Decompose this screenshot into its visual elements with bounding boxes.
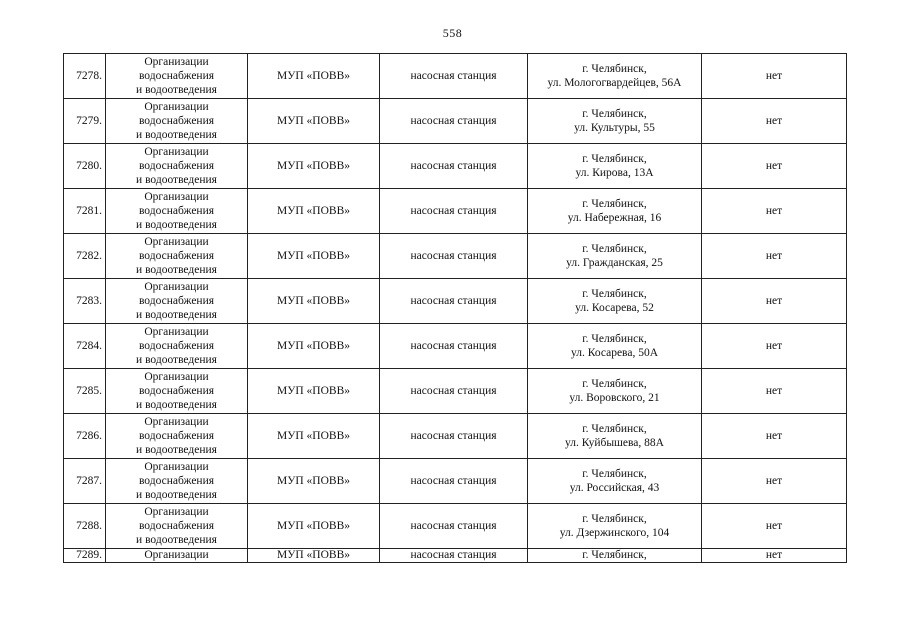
address-line: г. Челябинск, bbox=[582, 333, 647, 345]
flag-cell bbox=[702, 459, 847, 504]
organization-type-line: и водоотведения bbox=[136, 219, 217, 231]
table-row bbox=[64, 99, 847, 144]
table-row bbox=[64, 54, 847, 99]
flag-cell bbox=[702, 414, 847, 459]
address-line: г. Челябинск, bbox=[582, 549, 647, 561]
organization-type-line: Организации bbox=[144, 56, 209, 68]
object-type: насосная станция bbox=[410, 205, 497, 217]
flag-cell bbox=[702, 324, 847, 369]
address-line: ул. Косарева, 52 bbox=[575, 302, 654, 314]
flag-value: нет bbox=[765, 520, 783, 532]
row-number: 7289. bbox=[76, 549, 102, 561]
address-cell bbox=[528, 504, 702, 549]
address-cell bbox=[528, 189, 702, 234]
flag-cell bbox=[702, 144, 847, 189]
address-line: ул. Мологогвардейцев, 56А bbox=[547, 77, 682, 89]
owner-cell bbox=[248, 324, 380, 369]
address-cell bbox=[528, 279, 702, 324]
object-type: насосная станция bbox=[410, 385, 497, 397]
address-line: ул. Российская, 43 bbox=[569, 482, 660, 494]
object-cell bbox=[380, 234, 528, 279]
address-cell bbox=[528, 324, 702, 369]
row-number-cell bbox=[64, 504, 106, 549]
organization-type-cell bbox=[106, 234, 248, 279]
organization-type-cell bbox=[106, 369, 248, 414]
row-number: 7284. bbox=[76, 340, 102, 352]
organization-type-cell bbox=[106, 414, 248, 459]
object-cell bbox=[380, 99, 528, 144]
object-type: насосная станция bbox=[410, 340, 497, 352]
flag-value: нет bbox=[765, 385, 783, 397]
object-type: насосная станция bbox=[410, 520, 497, 532]
table-row-partial bbox=[64, 549, 847, 563]
table-row bbox=[64, 369, 847, 414]
organization-type-line: Организации bbox=[144, 371, 209, 383]
organization-type-line: водоснабжения bbox=[138, 340, 215, 352]
organization-type-cell bbox=[106, 189, 248, 234]
organization-type-line: Организации bbox=[144, 506, 209, 518]
organization-type-line: и водоотведения bbox=[136, 174, 217, 186]
table-row bbox=[64, 414, 847, 459]
address-line: г. Челябинск, bbox=[582, 243, 647, 255]
address-cell bbox=[528, 99, 702, 144]
organization-type-cell bbox=[106, 54, 248, 99]
organization-type-line: Организации bbox=[144, 146, 209, 158]
organization-type-line: и водоотведения bbox=[136, 444, 217, 456]
owner-name: МУП «ПОВВ» bbox=[277, 340, 350, 352]
object-cell bbox=[380, 279, 528, 324]
owner-cell bbox=[248, 504, 380, 549]
owner-cell bbox=[248, 369, 380, 414]
object-cell bbox=[380, 144, 528, 189]
row-number-cell bbox=[64, 459, 106, 504]
flag-cell bbox=[702, 99, 847, 144]
row-number-cell bbox=[64, 54, 106, 99]
flag-value: нет bbox=[765, 160, 783, 172]
organization-type-line: Организации bbox=[144, 191, 209, 203]
flag-value: нет bbox=[765, 340, 783, 352]
owner-name: МУП «ПОВВ» bbox=[277, 70, 350, 82]
row-number-cell bbox=[64, 234, 106, 279]
object-type: насосная станция bbox=[410, 160, 497, 172]
address-line: ул. Набережная, 16 bbox=[567, 212, 662, 224]
organization-type-line: водоснабжения bbox=[138, 430, 215, 442]
organization-type-line: и водоотведения bbox=[136, 264, 217, 276]
organization-type-cell bbox=[106, 144, 248, 189]
organization-type-line: водоснабжения bbox=[138, 295, 215, 307]
organization-type-line: и водоотведения bbox=[136, 84, 217, 96]
row-number-cell bbox=[64, 324, 106, 369]
address-cell bbox=[528, 459, 702, 504]
row-number-cell bbox=[64, 369, 106, 414]
owner-name: МУП «ПОВВ» bbox=[277, 549, 350, 561]
object-cell bbox=[380, 504, 528, 549]
object-type: насосная станция bbox=[410, 250, 497, 262]
object-cell bbox=[380, 324, 528, 369]
address-line: г. Челябинск, bbox=[582, 468, 647, 480]
object-cell bbox=[380, 459, 528, 504]
table-row bbox=[64, 234, 847, 279]
address-cell bbox=[528, 414, 702, 459]
flag-value: нет bbox=[765, 475, 783, 487]
row-number: 7286. bbox=[76, 430, 102, 442]
owner-name: МУП «ПОВВ» bbox=[277, 520, 350, 532]
address-line: ул. Косарева, 50А bbox=[570, 347, 658, 359]
organization-type-line: водоснабжения bbox=[138, 115, 215, 127]
organization-type-line: водоснабжения bbox=[138, 160, 215, 172]
organization-type-cell bbox=[106, 549, 248, 563]
owner-name: МУП «ПОВВ» bbox=[277, 295, 350, 307]
flag-value: нет bbox=[765, 549, 783, 561]
organization-type-line: и водоотведения bbox=[136, 399, 217, 411]
owner-cell bbox=[248, 99, 380, 144]
organization-type-line: Организации bbox=[144, 326, 209, 338]
organization-type-line: и водоотведения bbox=[136, 309, 217, 321]
organization-type-line: водоснабжения bbox=[138, 385, 215, 397]
organization-type-line: Организации bbox=[144, 236, 209, 248]
address-line: г. Челябинск, bbox=[582, 63, 647, 75]
flag-value: нет bbox=[765, 250, 783, 262]
address-line: г. Челябинск, bbox=[582, 153, 647, 165]
organization-type-line: Организации bbox=[144, 101, 209, 113]
address-line: г. Челябинск, bbox=[582, 423, 647, 435]
address-line: ул. Кирова, 13А bbox=[575, 167, 654, 179]
address-line: г. Челябинск, bbox=[582, 378, 647, 390]
organization-type-line: и водоотведения bbox=[136, 489, 217, 501]
row-number: 7283. bbox=[76, 295, 102, 307]
organization-type-line: и водоотведения bbox=[136, 534, 217, 546]
table-row bbox=[64, 504, 847, 549]
organization-type-line: Организации bbox=[144, 549, 209, 561]
flag-cell bbox=[702, 279, 847, 324]
row-number: 7288. bbox=[76, 520, 102, 532]
address-line: ул. Дзержинского, 104 bbox=[559, 527, 670, 539]
object-type: насосная станция bbox=[410, 295, 497, 307]
organization-type-cell bbox=[106, 99, 248, 144]
row-number: 7285. bbox=[76, 385, 102, 397]
organization-type-cell bbox=[106, 459, 248, 504]
address-line: ул. Куйбышева, 88А bbox=[565, 437, 664, 449]
owner-cell bbox=[248, 549, 380, 563]
object-type: насосная станция bbox=[410, 115, 497, 127]
row-number-cell bbox=[64, 99, 106, 144]
owner-cell bbox=[248, 459, 380, 504]
table-row bbox=[64, 459, 847, 504]
address-cell bbox=[528, 234, 702, 279]
row-number-cell bbox=[64, 414, 106, 459]
owner-cell bbox=[248, 144, 380, 189]
address-cell bbox=[528, 144, 702, 189]
object-cell bbox=[380, 369, 528, 414]
address-line: г. Челябинск, bbox=[582, 198, 647, 210]
organization-type-cell bbox=[106, 279, 248, 324]
row-number: 7287. bbox=[76, 475, 102, 487]
owner-name: МУП «ПОВВ» bbox=[277, 160, 350, 172]
owner-name: МУП «ПОВВ» bbox=[277, 385, 350, 397]
owner-cell bbox=[248, 279, 380, 324]
address-line: ул. Культуры, 55 bbox=[574, 122, 655, 134]
organization-type-line: водоснабжения bbox=[138, 250, 215, 262]
row-number: 7278. bbox=[76, 70, 102, 82]
organization-type-line: Организации bbox=[144, 416, 209, 428]
row-number: 7280. bbox=[76, 160, 102, 172]
owner-name: МУП «ПОВВ» bbox=[277, 475, 350, 487]
object-type: насосная станция bbox=[410, 549, 497, 561]
address-line: г. Челябинск, bbox=[582, 513, 647, 525]
owner-cell bbox=[248, 414, 380, 459]
flag-value: нет bbox=[765, 70, 783, 82]
owner-name: МУП «ПОВВ» bbox=[277, 250, 350, 262]
object-cell bbox=[380, 414, 528, 459]
address-cell bbox=[528, 369, 702, 414]
organization-type-line: Организации bbox=[144, 461, 209, 473]
object-type: насосная станция bbox=[410, 430, 497, 442]
table-row bbox=[64, 144, 847, 189]
page-number: 558 bbox=[442, 26, 463, 40]
address-line: ул. Гражданская, 25 bbox=[566, 257, 663, 269]
row-number-cell bbox=[64, 279, 106, 324]
owner-name: МУП «ПОВВ» bbox=[277, 430, 350, 442]
owner-name: МУП «ПОВВ» bbox=[277, 115, 350, 127]
organization-type-line: водоснабжения bbox=[138, 70, 215, 82]
address-cell bbox=[528, 54, 702, 99]
object-cell bbox=[380, 549, 528, 563]
organization-type-line: водоснабжения bbox=[138, 520, 215, 532]
address-line: г. Челябинск, bbox=[582, 108, 647, 120]
address-line: ул. Воровского, 21 bbox=[569, 392, 660, 404]
owner-cell bbox=[248, 54, 380, 99]
object-cell bbox=[380, 189, 528, 234]
table-body bbox=[64, 54, 847, 563]
organization-type-line: и водоотведения bbox=[136, 129, 217, 141]
organization-type-line: и водоотведения bbox=[136, 354, 217, 366]
registry-table bbox=[63, 53, 847, 563]
row-number: 7279. bbox=[76, 115, 102, 127]
owner-name: МУП «ПОВВ» bbox=[277, 205, 350, 217]
organization-type-line: водоснабжения bbox=[138, 205, 215, 217]
flag-cell bbox=[702, 189, 847, 234]
table-row bbox=[64, 279, 847, 324]
owner-cell bbox=[248, 189, 380, 234]
table-row bbox=[64, 189, 847, 234]
address-cell bbox=[528, 549, 702, 563]
table-row bbox=[64, 324, 847, 369]
flag-cell bbox=[702, 369, 847, 414]
object-cell bbox=[380, 54, 528, 99]
organization-type-line: Организации bbox=[144, 281, 209, 293]
row-number-cell bbox=[64, 144, 106, 189]
object-type: насосная станция bbox=[410, 475, 497, 487]
owner-cell bbox=[248, 234, 380, 279]
row-number-cell bbox=[64, 189, 106, 234]
address-line: г. Челябинск, bbox=[582, 288, 647, 300]
organization-type-line: водоснабжения bbox=[138, 475, 215, 487]
row-number: 7281. bbox=[76, 205, 102, 217]
flag-cell bbox=[702, 234, 847, 279]
flag-value: нет bbox=[765, 205, 783, 217]
flag-value: нет bbox=[765, 115, 783, 127]
organization-type-cell bbox=[106, 324, 248, 369]
flag-value: нет bbox=[765, 295, 783, 307]
row-number-cell bbox=[64, 549, 106, 563]
flag-value: нет bbox=[765, 430, 783, 442]
flag-cell bbox=[702, 549, 847, 563]
organization-type-cell bbox=[106, 504, 248, 549]
flag-cell bbox=[702, 54, 847, 99]
flag-cell bbox=[702, 504, 847, 549]
object-type: насосная станция bbox=[410, 70, 497, 82]
row-number: 7282. bbox=[76, 250, 102, 262]
